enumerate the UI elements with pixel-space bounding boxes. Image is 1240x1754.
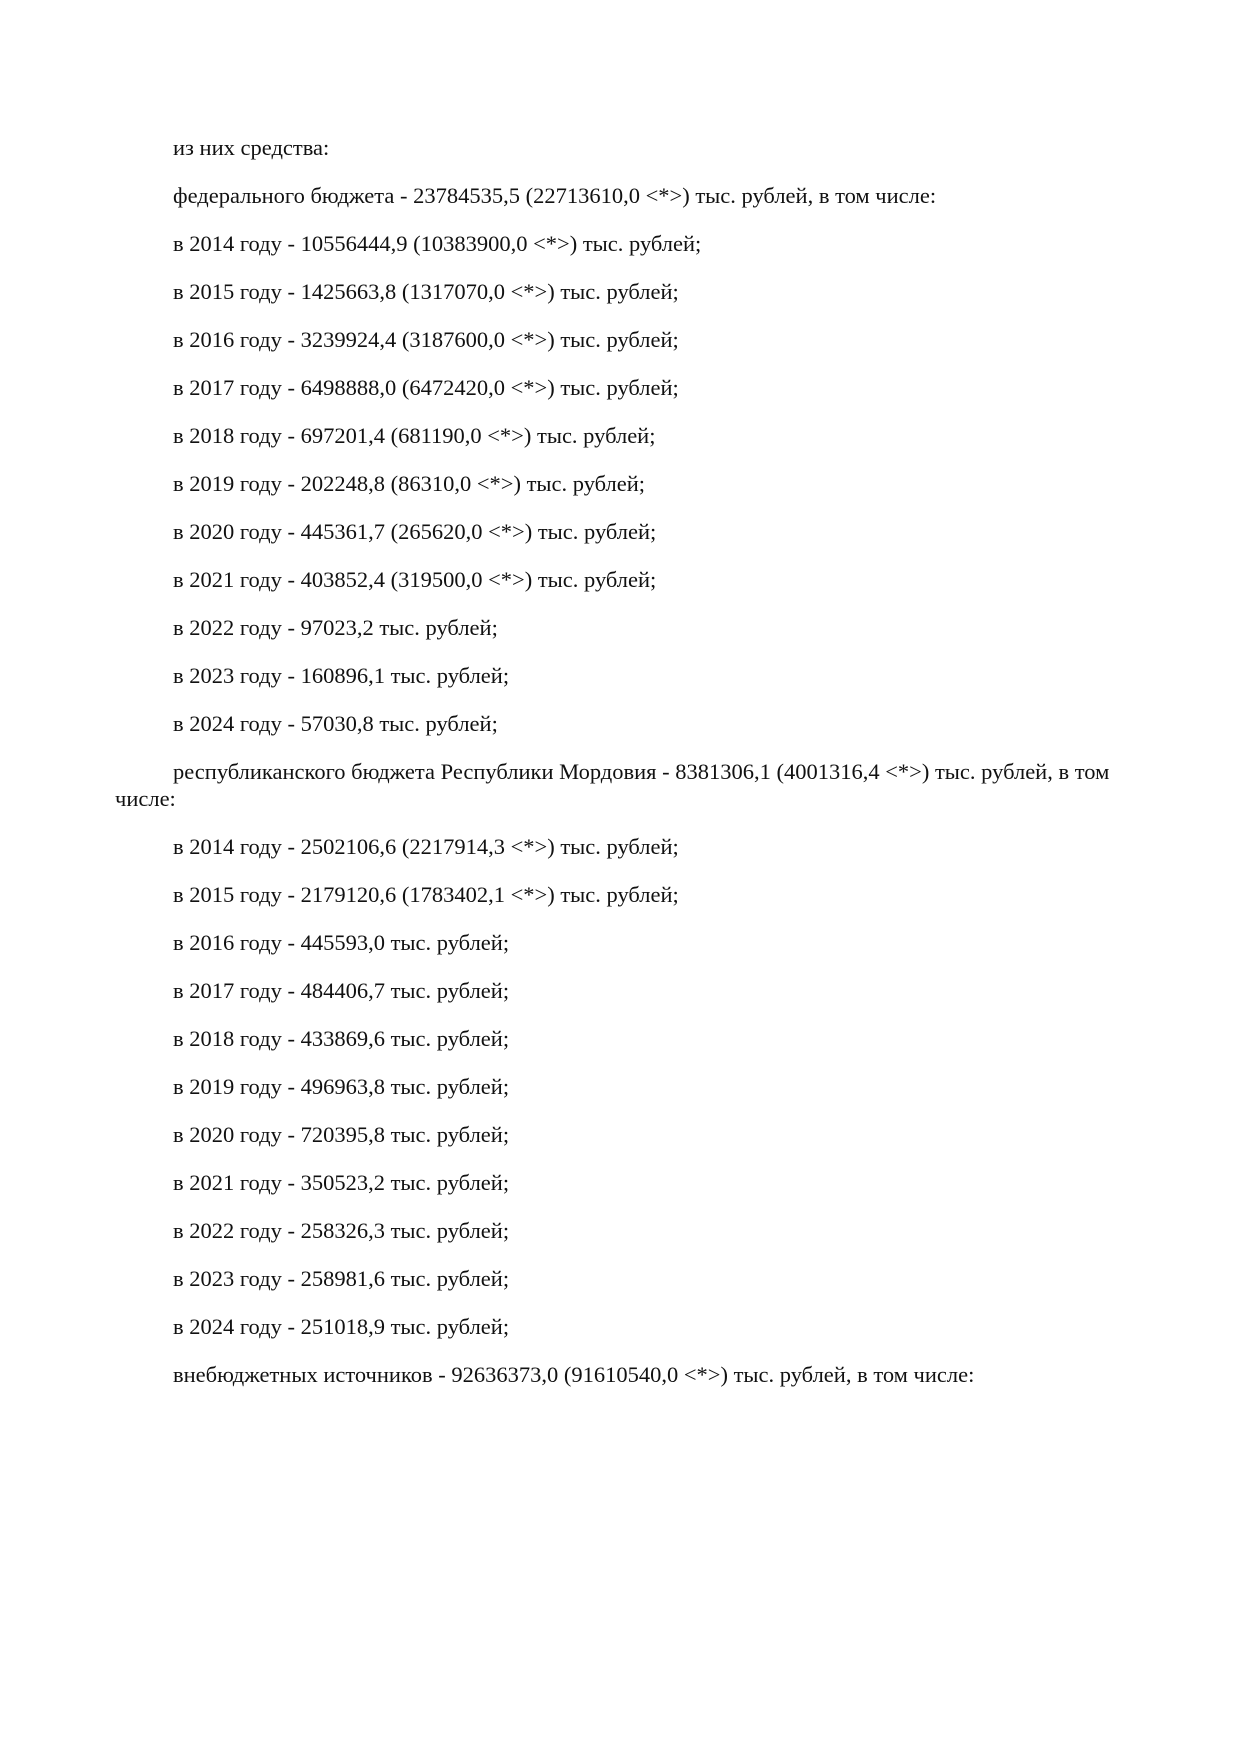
republican-year-2021: в 2021 году - 350523,2 тыс. рублей; bbox=[173, 1170, 510, 1195]
republican-year-2018: в 2018 году - 433869,6 тыс. рублей; bbox=[173, 1026, 510, 1051]
republican-year-2024: в 2024 году - 251018,9 тыс. рублей; bbox=[173, 1314, 510, 1339]
republican-year-2016: в 2016 году - 445593,0 тыс. рублей; bbox=[173, 930, 510, 955]
federal-budget-heading: федерального бюджета - 23784535,5 (22713610,0 <*>) тыс. рублей, в том числе: bbox=[173, 183, 937, 208]
intro-paragraph: из них средства: bbox=[173, 135, 330, 160]
extrabudgetary-heading: внебюджетных источников - 92636373,0 (91610540,0 <*>) тыс. рублей, в том числе: bbox=[173, 1362, 975, 1387]
federal-year-2016: в 2016 году - 3239924,4 (3187600,0 <*>) тыс. рублей; bbox=[173, 327, 679, 352]
federal-year-2020: в 2020 году - 445361,7 (265620,0 <*>) тыс. рублей; bbox=[173, 519, 657, 544]
federal-year-2014: в 2014 году - 10556444,9 (10383900,0 <*>) тыс. рублей; bbox=[173, 231, 702, 256]
federal-year-2021: в 2021 году - 403852,4 (319500,0 <*>) тыс. рублей; bbox=[173, 567, 657, 592]
federal-year-2017: в 2017 году - 6498888,0 (6472420,0 <*>) тыс. рублей; bbox=[173, 375, 679, 400]
federal-year-2018: в 2018 году - 697201,4 (681190,0 <*>) тыс. рублей; bbox=[173, 423, 656, 448]
republican-year-2023: в 2023 году - 258981,6 тыс. рублей; bbox=[173, 1266, 510, 1291]
federal-year-2015: в 2015 году - 1425663,8 (1317070,0 <*>) тыс. рублей; bbox=[173, 279, 679, 304]
republican-year-2014: в 2014 году - 2502106,6 (2217914,3 <*>) тыс. рублей; bbox=[173, 834, 679, 859]
republican-year-2022: в 2022 году - 258326,3 тыс. рублей; bbox=[173, 1218, 510, 1243]
republican-budget-heading: республиканского бюджета Республики Мордовия - 8381306,1 (4001316,4 <*>) тыс. рублей, в том числе: bbox=[115, 759, 1110, 811]
federal-year-2024: в 2024 году - 57030,8 тыс. рублей; bbox=[173, 711, 498, 736]
republican-year-2019: в 2019 году - 496963,8 тыс. рублей; bbox=[173, 1074, 510, 1099]
document-body bbox=[115, 134, 1170, 1409]
republican-year-2020: в 2020 году - 720395,8 тыс. рублей; bbox=[173, 1122, 510, 1147]
republican-year-2017: в 2017 году - 484406,7 тыс. рублей; bbox=[173, 978, 510, 1003]
republican-year-2015: в 2015 году - 2179120,6 (1783402,1 <*>) тыс. рублей; bbox=[173, 882, 679, 907]
federal-year-2022: в 2022 году - 97023,2 тыс. рублей; bbox=[173, 615, 498, 640]
federal-year-2019: в 2019 году - 202248,8 (86310,0 <*>) тыс. рублей; bbox=[173, 471, 646, 496]
federal-year-2023: в 2023 году - 160896,1 тыс. рублей; bbox=[173, 663, 510, 688]
